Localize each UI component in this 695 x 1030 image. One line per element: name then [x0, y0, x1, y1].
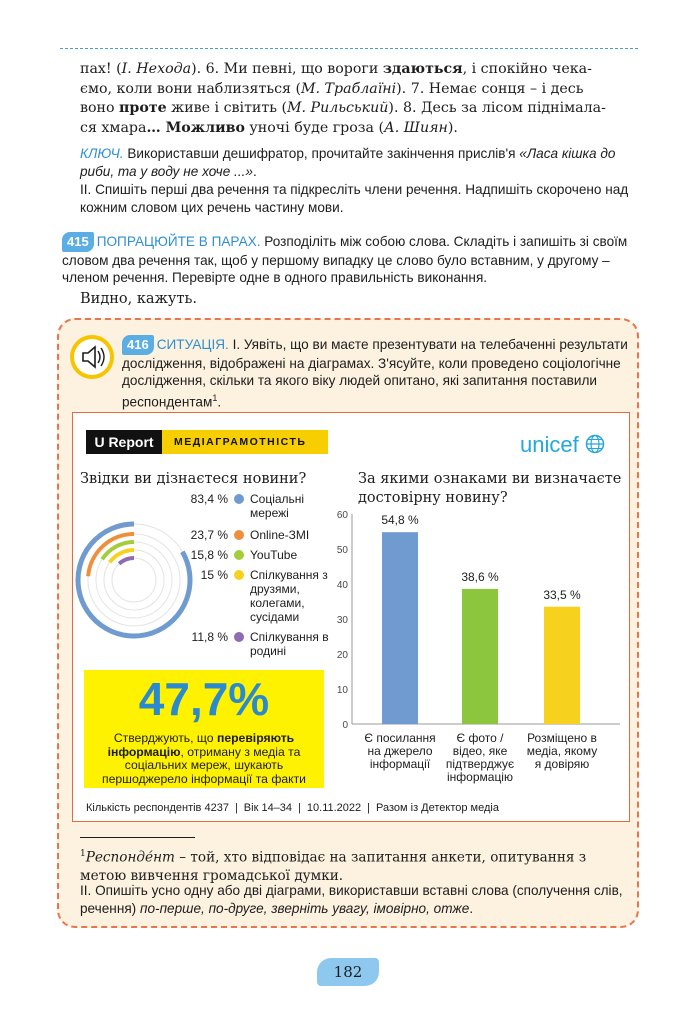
- top-dashed-rule: [60, 48, 638, 49]
- bar: [544, 607, 580, 724]
- legend-dot: [234, 494, 244, 504]
- footnote-rule: [80, 837, 195, 838]
- x-category-label: Є посилання на джерело інформації: [364, 731, 436, 771]
- exercise-number-badge: 416: [122, 335, 154, 355]
- bar-value-label: 38,6 %: [461, 569, 499, 584]
- bar: [462, 589, 498, 724]
- bar-chart: [330, 500, 630, 800]
- legend-dot: [234, 530, 244, 540]
- radial-arc: [78, 524, 190, 636]
- exercise-414-text: пах! (І. Нехода). 6. Ми певні, що вороги здаються, і спокійно чека- ємо, коли вони наблизяться (М. Траблаїні). 7. Немає сонця – і десь воно проте живе і світить (М. Рильський). 8. Десь за лісом піднімала- ся хмара… Можливо уночі буде гроза (А. Шиян).: [80, 61, 606, 136]
- exercise-415-words: Видно, кажуть.: [80, 291, 197, 307]
- legend-value: 11,8 %: [191, 630, 228, 644]
- bar-value-label: 33,5 %: [543, 587, 581, 602]
- x-category-label: Розміщено в медіа, якому я довіряю: [526, 731, 598, 771]
- chart2-title: За якими ознаками ви визначаєте достовірну новину?: [358, 471, 622, 506]
- unicef-logo: unicef: [520, 432, 605, 458]
- exercise-416-title: СИТУАЦІЯ.: [156, 337, 229, 352]
- key-task: КЛЮЧ. Використавши дешифратор, прочитайте закінчення прислів'я «Ласа кішка до риби, та у воду не хоче ...».: [80, 146, 616, 179]
- stat-value: 47,7%: [138, 673, 270, 725]
- y-tick-label: 60: [336, 510, 348, 521]
- infographic-footer: Кількість респондентів 4237 | Вік 14–34 | 10.11.2022 | Разом із Детектор медіа: [86, 802, 499, 814]
- footnote: $^1$Респонде́нт – той, хто відповідає на запитання анкети, опитування з метою вивчення громадської думки.: [80, 849, 587, 884]
- legend-value: 23,7 %: [190, 528, 228, 542]
- y-tick-label: 50: [336, 545, 348, 556]
- speaker-icon: [70, 335, 114, 379]
- stat-box: [84, 670, 324, 788]
- globe-icon: [585, 434, 605, 454]
- exercise-415-title: ПОПРАЦЮЙТЕ В ПАРАХ.: [96, 234, 261, 249]
- legend-value: 15,8 %: [190, 548, 228, 562]
- legend-label: Спілкування з друзями, колегами, сусідами: [250, 568, 328, 624]
- ureport-logo: U Report МЕДІАГРАМОТНІСТЬ: [86, 430, 328, 454]
- y-tick-label: 30: [336, 615, 348, 626]
- legend-dot: [234, 550, 244, 560]
- bar: [382, 532, 418, 724]
- bar-value-label: 54,8 %: [381, 513, 419, 528]
- radial-arc: [119, 558, 134, 564]
- legend-label: YouTube: [250, 548, 298, 562]
- legend-label: Online-ЗМІ: [250, 528, 310, 542]
- radial-chart: [72, 500, 202, 660]
- legend-value: 15 %: [200, 568, 228, 582]
- legend-label: Спілкування в родині: [250, 630, 329, 658]
- legend-value: 83,4 %: [190, 492, 228, 506]
- legend-label: Соціальні мережі: [250, 492, 305, 520]
- exercise-415: 415 ПОПРАЦЮЙТЕ В ПАРАХ. Розподіліть між собою слова. Складіть і запишіть зі своїм словом два речення так, щоб у першому випадку це слово було вставним, у другому – членом речення. Перевірте одне в одного правильність виконання.: [62, 234, 628, 285]
- legend-dot: [234, 632, 244, 642]
- x-category-label: Є фото / відео, яке підтверджує інформацію: [445, 731, 515, 784]
- task-ii-416: II. Опишіть усно одну або дві діаграми, використавши вставні слова (сполучення слів, речення) по-перше, по-друге, зверніть увагу, імовірно, отже.: [80, 883, 623, 916]
- y-tick-label: 0: [342, 720, 348, 731]
- radial-track: [112, 558, 156, 602]
- exercise-number-badge: 415: [62, 232, 94, 252]
- stat-text: Стверджують, що перевіряють інформацію, отриману з медіа та соціальних мереж, шукають першоджерело інформації та факти: [102, 731, 306, 786]
- y-tick-label: 20: [336, 650, 348, 661]
- key-label: КЛЮЧ.: [80, 146, 124, 161]
- legend-dot: [234, 570, 244, 580]
- y-tick-label: 10: [336, 685, 348, 696]
- task-ii-414: II. Спишіть перші два речення та підкресліть члени речення. Надпишіть скорочено над кожним словом цих речень частину мови.: [80, 182, 629, 215]
- exercise-416: 416 СИТУАЦІЯ. I. Уявіть, що ви маєте презентувати на телебаченні результати дослідження, відображені на діаграмах. З'ясуйте, коли проведено соціологічне дослідження, скільки та якого віку людей опитано, які запитання поставили респондентам$^1$.: [122, 337, 628, 410]
- page-number: 182: [317, 958, 379, 986]
- y-tick-label: 40: [336, 580, 348, 591]
- chart1-title: Звідки ви дізнаєтеся новини?: [80, 471, 307, 487]
